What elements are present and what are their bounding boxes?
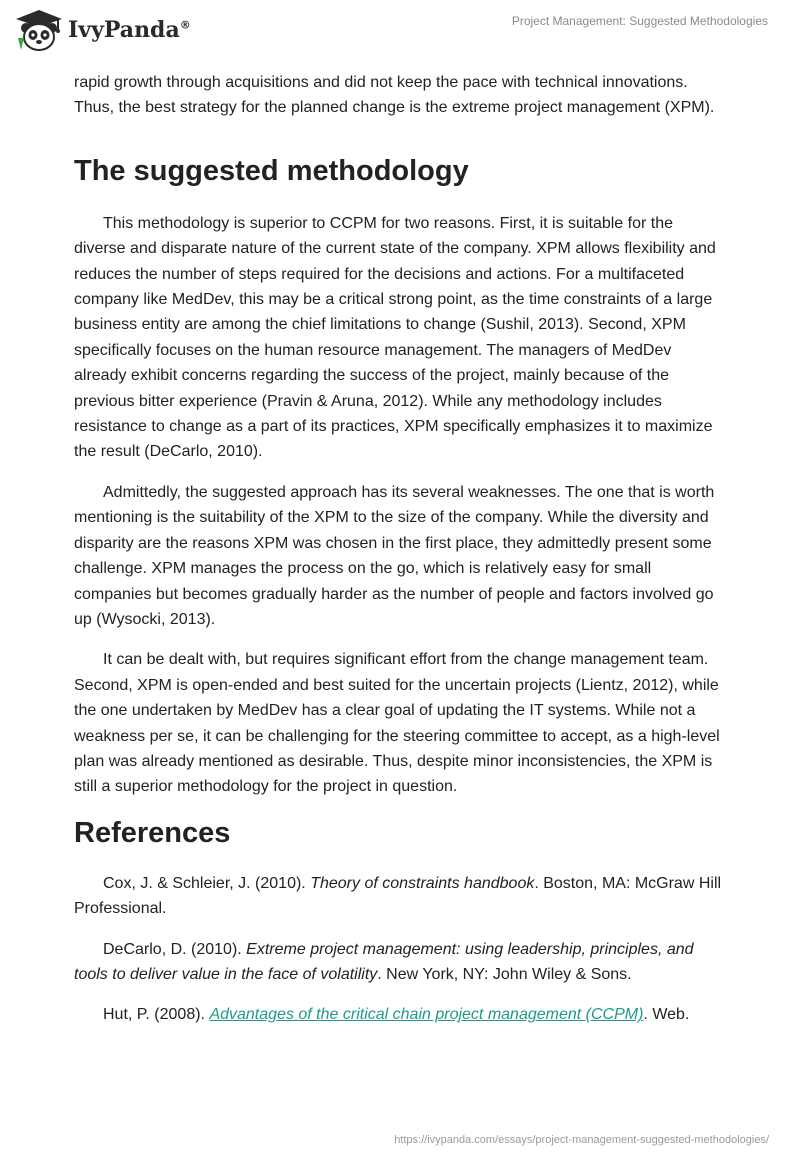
section-heading-methodology: The suggested methodology: [74, 154, 469, 187]
intro-paragraph: rapid growth through acquisitions and did not keep the pace with technical innovations. Thus, the best strategy for the planned change is the extreme project management (XPM).: [74, 74, 715, 117]
reference-title: Extreme project management: using leadership, principles, and tools to deliver value in the face of volatility: [74, 940, 694, 983]
document-title: Project Management: Suggested Methodologies: [511, 14, 768, 28]
body-paragraph: This methodology is superior to CCPM for two reasons. First, it is suitable for the diverse and disparate nature of the current state of the company. XPM allows flexibility and reduces the number of steps required for the decisions and actions. For a multifaceted company like MedDev, this may be a critical strong point, as the time constraints of a large business entity are among the chief limitations to change (Sushil, 2013). Second, XPM specifically focuses on the human resource management. The managers of MedDev already exhibit concerns regarding the success of the project, mainly because of the previous bitter experience (Pravin & Aruna, 2012). While any methodology includes resistance to change as a part of its practices, XPM specifically emphasizes it to maximize the result (DeCarlo, 2010).: [74, 214, 716, 461]
brand-name: IvyPanda®: [68, 17, 191, 43]
reference-item: Cox, J. & Schleier, J. (2010). Theory of constraints handbook. Boston, MA: McGraw Hill Professional.: [74, 874, 722, 918]
body-paragraph: Admittedly, the suggested approach has its several weaknesses. The one that is worth mentioning is the suitability of the XPM to the size of the company. While the diversity and disparity are the reasons XPM was chosen in the first place, they admittedly present some challenge. XPM manages the process on the go, which is relatively easy for small companies but becomes gradually harder as the number of people and factors involved go up (Wysocki, 2013).: [74, 483, 715, 628]
section-heading-references: References: [74, 816, 231, 849]
reference-link-ccpm[interactable]: Advantages of the critical chain project management (CCPM): [209, 1006, 644, 1024]
ivypanda-logo[interactable]: [14, 8, 191, 52]
panda-graduate-icon: [14, 8, 64, 52]
body-paragraph: It can be dealt with, but requires significant effort from the change management team. Second, XPM is open-ended and best suited for the uncertain projects (Lientz, 2012), while the one undertaken by MedDev has a clear goal of updating the IT systems. While not a weakness per se, it can be challenging for the steering committee to accept, as a high-level plan was already mentioned as desirable. Thus, despite minor inconsistencies, the XPM is still a superior methodology for the project in question.: [74, 651, 720, 796]
reference-item: DeCarlo, D. (2010). Extreme project management: using leadership, principles, and tools to deliver value in the face of volatility. New York, NY: John Wiley & Sons.: [74, 940, 694, 983]
page-header: [0, 0, 800, 70]
reference-title: Theory of constraints handbook: [310, 874, 535, 892]
essay-content: [74, 70, 728, 1028]
reference-item: Hut, P. (2008). Advantages of the critical chain project management (CCPM). Web.: [103, 1006, 690, 1024]
footer-url[interactable]: https://ivypanda.com/essays/project-management-suggested-methodologies/: [394, 1134, 769, 1146]
